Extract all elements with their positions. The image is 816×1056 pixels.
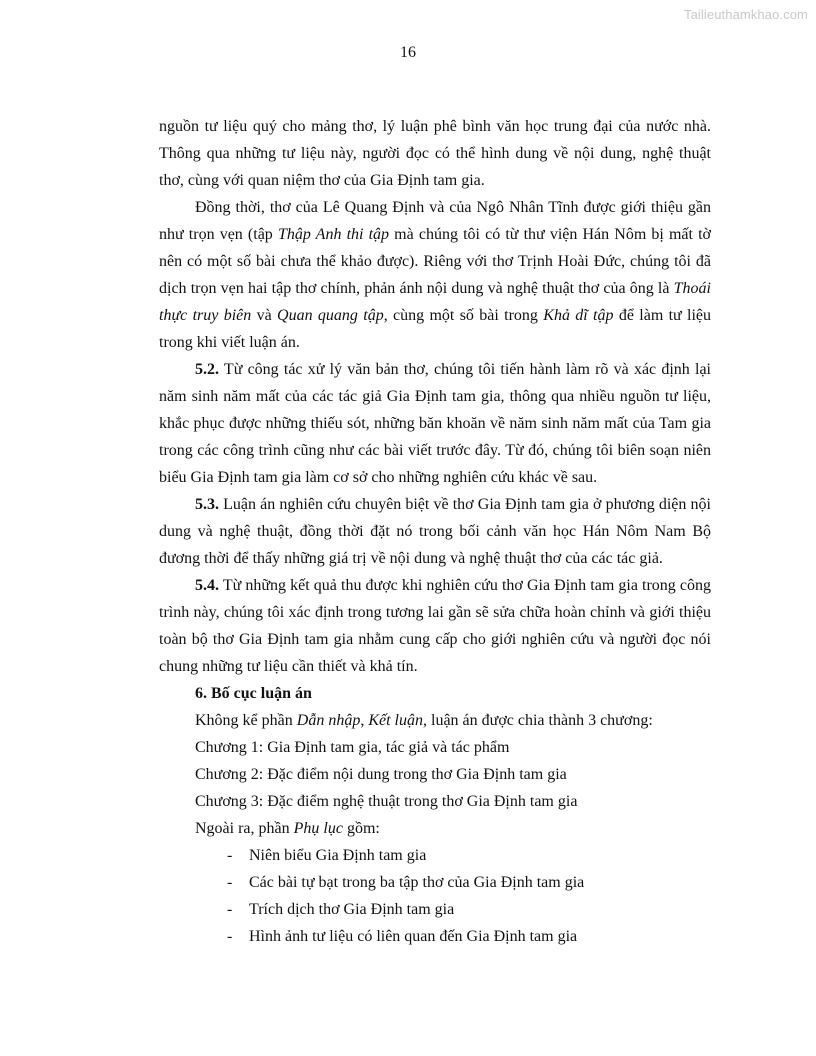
chapter-item: Chương 3: Đặc điểm nghệ thuật trong thơ Gia Định tam gia — [195, 793, 578, 810]
paragraph-5-4 — [159, 572, 711, 680]
section-label: 5.4. — [195, 577, 219, 594]
paragraph-text: Từ những kết quả thu được khi nghiên cứu thơ Gia Định tam gia trong công trình này, chúng tôi xác định trong tương lai gần sẽ sửa chữa hoàn chỉnh và giới thiệu toàn bộ thơ Gia Định tam gia nhằm cung cấp cho giới nghiên cứu và người đọc nói chung những tư liệu cần thiết và khả tín. — [159, 577, 711, 675]
text-run: , luận án được chia thành 3 chương: — [423, 712, 653, 729]
chapter-item: Chương 2: Đặc điểm nội dung trong thơ Gia Định tam gia — [195, 766, 567, 783]
section-heading — [159, 680, 711, 707]
text-run: , cùng một số bài trong — [383, 307, 544, 324]
page-number: 16 — [400, 44, 416, 61]
text-run: Không kể phần — [195, 712, 297, 729]
book-title: Thoái thực truy biên — [159, 280, 711, 324]
bullet-dash: - — [227, 928, 233, 945]
bullet-dash: - — [227, 901, 233, 918]
watermark: Tailieuthamkhao.com — [683, 7, 808, 22]
section-label: 5.2. — [195, 361, 219, 378]
paragraph-sources — [159, 113, 711, 194]
section-label: 5.3. — [195, 496, 219, 513]
list-item-text: Niên biểu Gia Định tam gia — [249, 847, 427, 864]
paragraph-5-3 — [159, 491, 711, 572]
list-item — [159, 842, 711, 869]
text-run: , — [360, 712, 369, 729]
appendix-list — [159, 842, 711, 950]
book-title: Khả dĩ tập — [543, 307, 614, 324]
book-title: Thập Anh thi tập — [277, 226, 390, 243]
paragraph-5-2 — [159, 356, 711, 491]
paragraph-text: Luận án nghiên cứu chuyên biệt về thơ Gia Định tam gia ở phương diện nội dung và nghệ thuật, đồng thời đặt nó trong bối cảnh văn học Hán Nôm Nam Bộ đương thời để thấy những giá trị về nội dung và nghệ thuật thơ của các tác giả. — [159, 496, 711, 567]
paragraph-text: Từ công tác xử lý văn bản thơ, chúng tôi tiến hành làm rõ và xác định lại năm sinh năm mất của các tác giả Gia Định tam gia, thông qua nhiều nguồn tư liệu, khắc phục được những thiếu sót, những băn khoăn về năm sinh năm mất của Tam gia trong các công trình cũng như các bài viết trước đây. Từ đó, chúng tôi biên soạn niên biểu Gia Định tam gia làm cơ sở cho những nghiên cứu khác về sau. — [159, 361, 711, 486]
document-body — [159, 113, 711, 950]
structure-intro — [159, 707, 711, 734]
bullet-dash: - — [227, 847, 233, 864]
chapter-item: Chương 1: Gia Định tam gia, tác giả và tác phẩm — [195, 739, 510, 756]
text-run: để làm tư liệu trong khi viết luận án. — [159, 307, 712, 351]
book-title: Quan quang tập — [277, 307, 384, 324]
text-run: mà chúng tôi có từ thư viện Hán Nôm bị mất tờ nên có một số bài chưa thể khảo được). Riêng với thơ Trịnh Hoài Đức, chúng tôi đã dịch trọn vẹn hai tập thơ chính, phản ánh nội dung và nghệ thuật thơ của ông là — [159, 226, 712, 297]
text-run: Ngoài ra, phần — [195, 820, 294, 837]
list-item-text: Trích dịch thơ Gia Định tam gia — [249, 901, 455, 918]
part-title: Dẫn nhập — [296, 712, 361, 729]
text-run: và — [251, 307, 278, 324]
appendix-intro — [159, 815, 711, 842]
heading-text: 6. Bố cục luận án — [195, 685, 312, 702]
paragraph-translations — [159, 194, 711, 356]
list-item-text: Hình ảnh tư liệu có liên quan đến Gia Định tam gia — [249, 928, 578, 945]
part-title: Phụ lục — [293, 820, 343, 837]
list-item — [159, 869, 711, 896]
text-run: Đồng thời, thơ của Lê Quang Định và của Ngô Nhân Tĩnh được giới thiệu gần như trọn vẹn (tập — [159, 199, 711, 243]
list-item — [159, 896, 711, 923]
paragraph-text: nguồn tư liệu quý cho mảng thơ, lý luận phê bình văn học trung đại của nước nhà. Thông qua những tư liệu này, người đọc có thể hình dung về nội dung, nghệ thuật thơ, cùng với quan niệm thơ của Gia Định tam gia. — [159, 118, 711, 189]
list-item-text: Các bài tự bạt trong ba tập thơ của Gia Định tam gia — [249, 874, 585, 891]
bullet-dash: - — [227, 874, 233, 891]
part-title: Kết luận — [368, 712, 423, 729]
text-run: gồm: — [342, 820, 380, 837]
list-item — [159, 923, 711, 950]
